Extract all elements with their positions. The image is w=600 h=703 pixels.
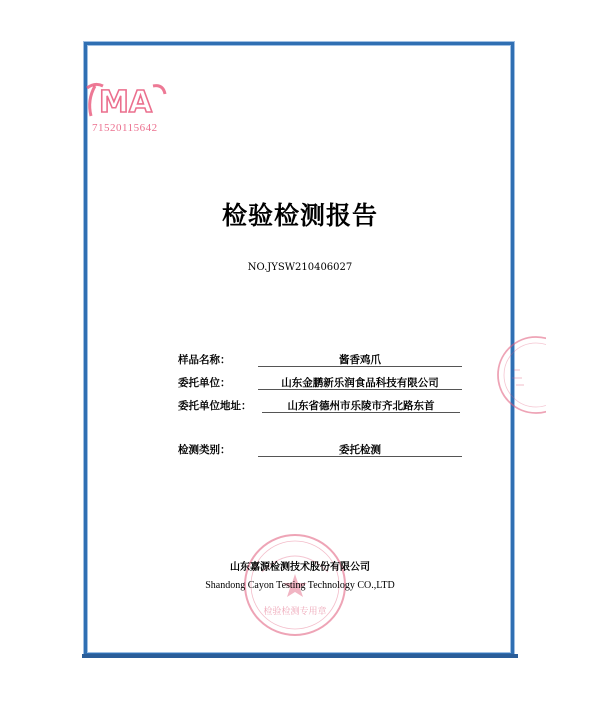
seal-right [486, 330, 546, 424]
cma-letters: MA [99, 85, 153, 120]
company-name-en: Shandong Cayon Testing Technology CO.,LTD [205, 580, 395, 591]
field-value: 酱香鸡爪 [258, 352, 462, 367]
field-value: 委托检测 [258, 442, 462, 457]
company-name-cn: 山东嘉源检测技术股份有限公司 [230, 562, 370, 573]
report-number: NO.JYSW210406027 [247, 262, 353, 273]
page-border-shadow [82, 654, 518, 658]
cma-number: 71520115642 [92, 122, 158, 134]
field-label: 样品名称： [178, 354, 231, 366]
page-title: 检验检测报告 [221, 201, 378, 230]
field-label: 委托单位： [178, 377, 231, 389]
cma-logo [85, 80, 175, 124]
field-value: 山东金鹏新乐润食品科技有限公司 [258, 375, 462, 390]
seal-text: 检验检测专用章 [263, 607, 327, 617]
field-label: 委托单位地址： [178, 400, 252, 412]
field-label: 检测类别： [178, 444, 231, 456]
field-value: 山东省德州市乐陵市齐北路东首 [262, 398, 460, 413]
